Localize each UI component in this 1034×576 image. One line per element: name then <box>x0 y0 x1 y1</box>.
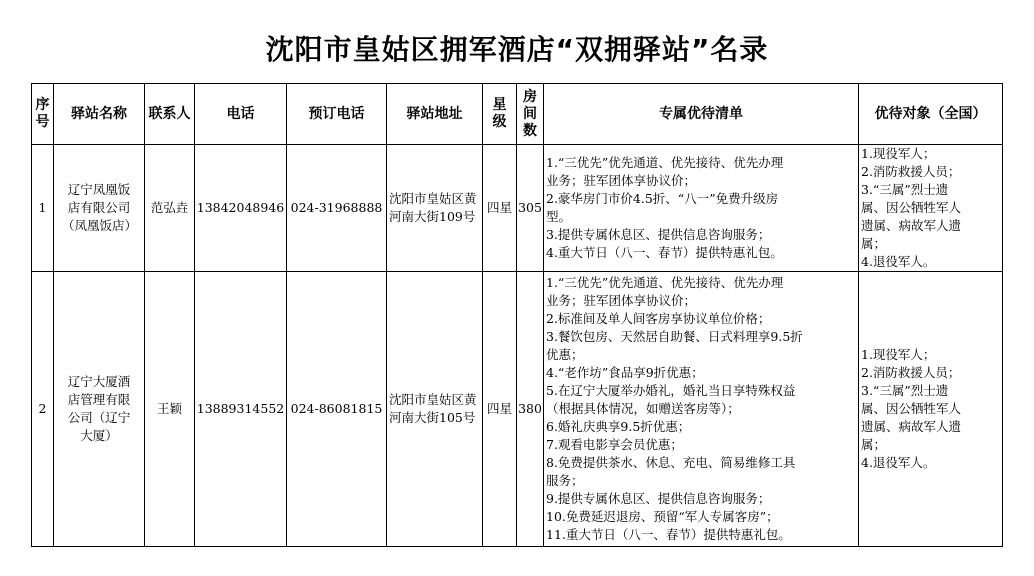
cell-address: 沈阳市皇姑区黄河南大街109号 <box>387 145 483 272</box>
header-booking: 预订电话 <box>287 84 387 145</box>
cell-station-name: 辽宁凤凰饭店有限公司（凤凰饭店） <box>54 145 145 272</box>
benefit-line: 10.免费延迟退房、预留“军人专属客房”； <box>546 509 779 524</box>
benefit-line: 4.“老作坊”食品享9折优惠； <box>546 365 704 380</box>
target-line: 遗属、病故军人遗 <box>861 218 962 233</box>
header-contact: 联系人 <box>145 84 195 145</box>
benefit-line: 3.提供专属休息区、提供信息咨询服务； <box>546 227 771 242</box>
benefits-list <box>546 154 856 262</box>
header-targets: 优待对象（全国） <box>859 84 1003 145</box>
header-seq: 序号 <box>32 84 54 145</box>
header-name: 驿站名称 <box>54 84 145 145</box>
benefit-line: 服务； <box>546 473 584 488</box>
targets-list <box>861 145 1000 271</box>
benefit-line: （根据具体情况，如赠送客房等）； <box>546 401 740 416</box>
benefits-list <box>546 274 856 544</box>
header-star: 星级 <box>483 84 517 145</box>
benefit-line: 业务；驻军团体享协议价； <box>546 293 697 308</box>
benefit-line: 2.标准间及单人间客房享协议单位价格； <box>546 311 771 326</box>
cell-benefits <box>544 145 859 272</box>
benefit-line: 7.观看电影享会员优惠； <box>546 437 683 452</box>
cell-benefits <box>544 272 859 547</box>
header-benefits: 专属优待清单 <box>544 84 859 145</box>
benefit-line: 8.免费提供茶水、休息、充电、简易维修工具 <box>546 455 796 470</box>
benefit-line: 优惠； <box>546 347 584 362</box>
targets-list <box>861 346 1000 472</box>
target-line: 4.退役军人。 <box>861 254 936 269</box>
cell-star: 四星 <box>483 272 517 547</box>
cell-contact: 范弘垚 <box>145 145 195 272</box>
header-address: 驿站地址 <box>387 84 483 145</box>
cell-seq: 2 <box>32 272 54 547</box>
cell-booking: 024-31968888 <box>287 145 387 272</box>
target-line: 属； <box>861 236 887 251</box>
target-line: 3.“三属”烈士遗 <box>861 383 949 398</box>
benefit-line: 6.婚礼庆典享9.5折优惠； <box>546 419 691 434</box>
table-row <box>32 145 1003 272</box>
target-line: 遗属、病故军人遗 <box>861 419 962 434</box>
cell-rooms: 380 <box>517 272 544 547</box>
target-line: 3.“三属”烈士遗 <box>861 182 949 197</box>
benefit-line: 4.重大节日（八一、春节）提供特惠礼包。 <box>546 245 783 260</box>
table-row <box>32 272 1003 547</box>
benefit-line: 9.提供专属休息区、提供信息咨询服务； <box>546 491 771 506</box>
cell-targets <box>859 272 1003 547</box>
benefit-line: 11.重大节日（八一、春节）提供特惠礼包。 <box>546 527 791 542</box>
cell-targets <box>859 145 1003 272</box>
cell-station-name: 辽宁大厦酒店管理有限公司（辽宁大厦） <box>54 272 145 547</box>
target-line: 属、因公牺牲军人 <box>861 200 962 215</box>
target-line: 2.消防救援人员； <box>861 365 961 380</box>
cell-rooms: 305 <box>517 145 544 272</box>
target-line: 1.现役军人； <box>861 146 936 161</box>
cell-phone: 13842048946 <box>195 145 287 272</box>
roster-table <box>31 83 1003 547</box>
target-line: 1.现役军人； <box>861 347 936 362</box>
header-phone: 电话 <box>195 84 287 145</box>
target-line: 属； <box>861 437 887 452</box>
benefit-line: 型。 <box>546 209 572 224</box>
header-row <box>32 84 1003 145</box>
benefit-line: 2.豪华房门市价4.5折、“八一”免费升级房 <box>546 191 779 206</box>
cell-star: 四星 <box>483 145 517 272</box>
header-rooms: 房间数 <box>517 84 544 145</box>
target-line: 属、因公牺牲军人 <box>861 401 962 416</box>
target-line: 4.退役军人。 <box>861 455 936 470</box>
benefit-line: 业务；驻军团体享协议价； <box>546 173 697 188</box>
cell-seq: 1 <box>32 145 54 272</box>
cell-booking: 024-86081815 <box>287 272 387 547</box>
target-line: 2.消防救援人员； <box>861 164 961 179</box>
cell-contact: 王颖 <box>145 272 195 547</box>
benefit-line: 1.“三优先”优先通道、优先接待、优先办理 <box>546 275 784 290</box>
page-title: 沈阳市皇姑区拥军酒店“双拥驿站”名录 <box>265 33 769 66</box>
benefit-line: 3.餐饮包房、天然居自助餐、日式料理享9.5折 <box>546 329 803 344</box>
benefit-line: 1.“三优先”优先通道、优先接待、优先办理 <box>546 155 784 170</box>
benefit-line: 5.在辽宁大厦举办婚礼，婚礼当日享特殊权益 <box>546 383 796 398</box>
cell-phone: 13889314552 <box>195 272 287 547</box>
cell-address: 沈阳市皇姑区黄河南大街105号 <box>387 272 483 547</box>
